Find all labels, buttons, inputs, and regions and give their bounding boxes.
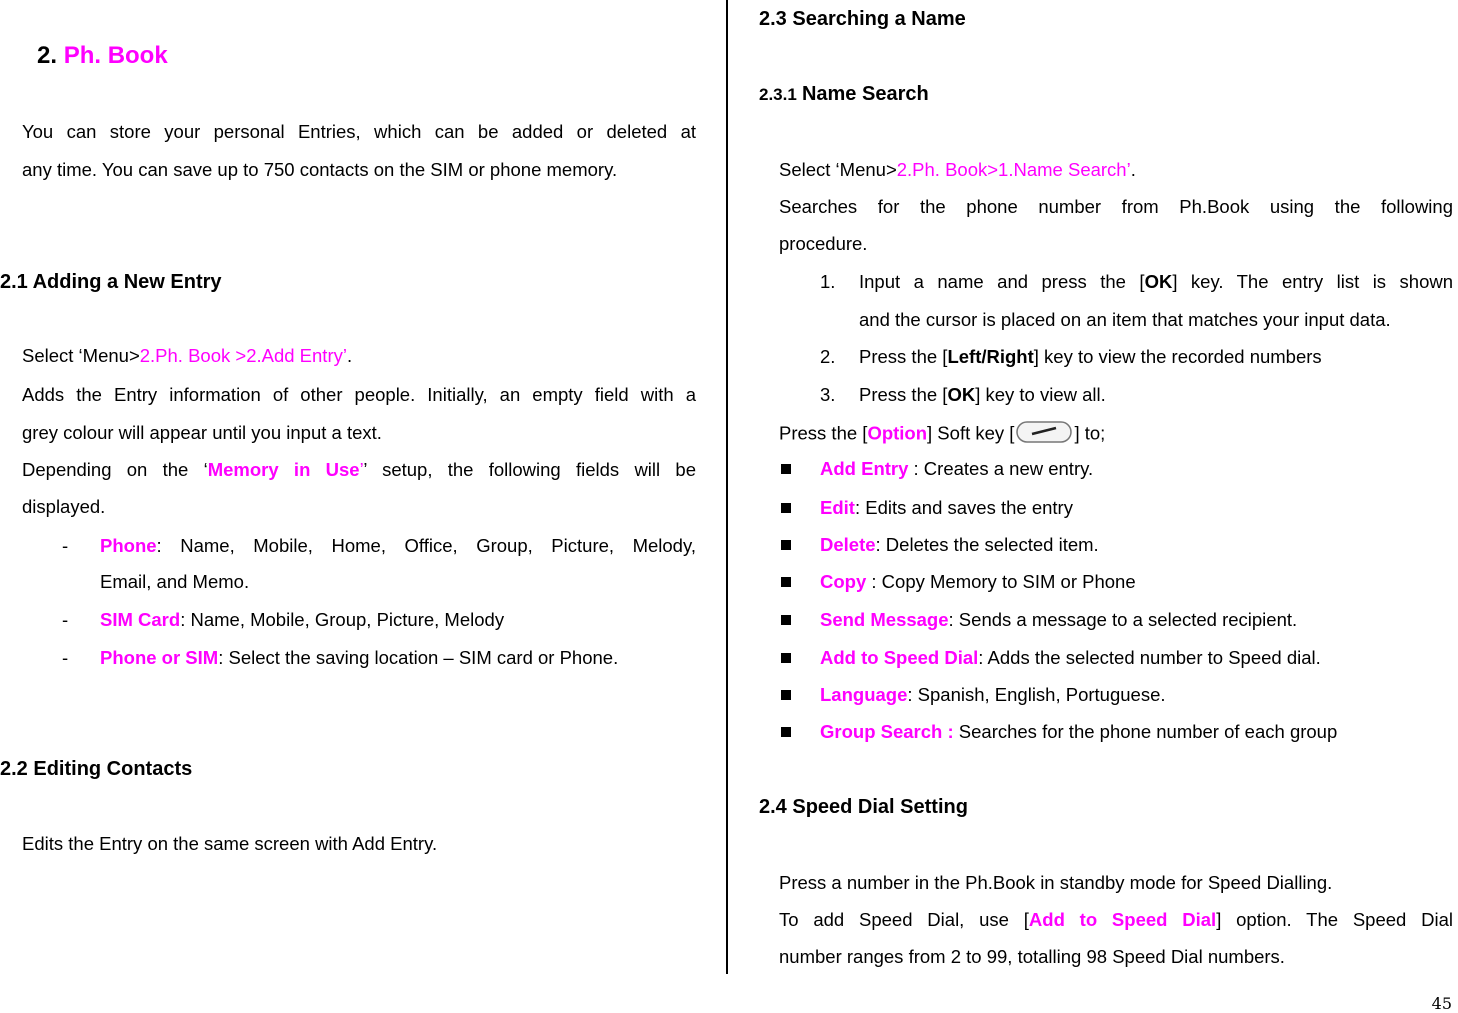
square-bullet-icon	[781, 727, 791, 737]
step-post: ] key to view the recorded numbers	[1033, 346, 1322, 367]
option-term: Add to Speed Dial	[820, 647, 979, 668]
heading-2-1: 2.1 Adding a New Entry	[0, 271, 222, 293]
select-prefix: Select ‘Menu>	[779, 159, 897, 180]
field-desc: : Name, Mobile, Home, Office, Group, Picture, Melody,	[156, 535, 696, 556]
option-desc: : Adds the selected number to Speed dial.	[978, 647, 1321, 668]
field-term: Phone	[100, 535, 157, 556]
square-bullet-icon	[781, 577, 791, 587]
heading-2-3: 2.3 Searching a Name	[759, 8, 966, 30]
searches-line-2: procedure.	[779, 233, 868, 254]
option-desc: Searches for the phone number of each group	[953, 721, 1338, 742]
option-send-message	[820, 609, 1297, 631]
square-bullet-icon	[781, 690, 791, 700]
option-add-entry	[820, 458, 1093, 480]
step-1-line-1	[859, 271, 1453, 293]
step-1-line-2: and the cursor is placed on an item that matches your input data.	[859, 309, 1391, 330]
option-desc: : Creates a new entry.	[908, 458, 1094, 479]
option-key: Option	[867, 422, 928, 444]
option-language	[820, 684, 1166, 706]
option-term: Edit	[820, 497, 855, 518]
adds-entry-line-2: grey colour will appear until you input a text.	[22, 422, 382, 443]
intro-line-2: any time. You can save up to 750 contacts on the SIM or phone memory.	[22, 159, 618, 180]
option-term: Language	[820, 684, 908, 705]
option-term: Add Entry	[820, 458, 909, 479]
heading-2-4: 2.4 Speed Dial Setting	[759, 796, 968, 818]
speed-dial-line-2	[779, 909, 1453, 931]
step-2	[859, 346, 1322, 368]
field-item-sim-card	[100, 609, 504, 631]
option-group-search	[820, 721, 1337, 743]
menu-path: 2.Ph. Book >2.Add Entry’	[139, 345, 347, 366]
section-2-number: 2.	[37, 42, 58, 69]
option-desc: : Deletes the selected item.	[875, 534, 1099, 555]
option-term: Copy	[820, 571, 867, 592]
step-3	[859, 384, 1106, 406]
option-pre: Press the [	[779, 422, 868, 444]
section-2-title	[37, 42, 168, 70]
option-copy	[820, 571, 1136, 593]
step-post: ] key. The entry list is shown	[1172, 271, 1454, 292]
step-number: 2.	[820, 346, 836, 367]
depending-line-1	[22, 459, 696, 481]
option-delete	[820, 534, 1099, 556]
step-number: 1.	[820, 271, 836, 292]
field-item-dash: -	[62, 535, 69, 556]
heading-2-3-1-number: 2.3.1	[759, 85, 797, 104]
select-line-2-3-1	[779, 159, 1136, 181]
option-desc: : Edits and saves the entry	[854, 497, 1073, 518]
option-add-to-speed-dial	[820, 647, 1321, 669]
intro-line-1: You can store your personal Entries, which can be added or deleted at	[22, 121, 696, 142]
soft-key-icon	[1016, 421, 1072, 448]
speed-dial-line-1: Press a number in the Ph.Book in standby mode for Speed Dialling.	[779, 872, 1333, 893]
step-number: 3.	[820, 384, 836, 405]
square-bullet-icon	[781, 653, 791, 663]
searches-line-1: Searches for the phone number from Ph.Book using the following	[779, 196, 1453, 217]
step-key: Left/Right	[947, 346, 1034, 367]
square-bullet-icon	[781, 615, 791, 625]
field-item-dash: -	[62, 609, 69, 630]
field-item-phone-line-2: Email, and Memo.	[100, 571, 250, 592]
option-mid: ] Soft key [	[927, 422, 1015, 444]
field-desc: : Name, Mobile, Group, Picture, Melody	[180, 609, 505, 630]
menu-path: 2.Ph. Book>1.Name Search’	[896, 159, 1131, 180]
field-item-dash: -	[62, 647, 69, 668]
step-pre: Press the [	[859, 384, 948, 405]
option-desc: : Spanish, English, Portuguese.	[907, 684, 1166, 705]
option-term: Group Search :	[820, 721, 954, 742]
square-bullet-icon	[781, 540, 791, 550]
heading-2-3-1-title: Name Search	[801, 83, 929, 105]
adds-entry-line-1: Adds the Entry information of other people. Initially, an empty field with a	[22, 384, 696, 405]
memory-in-use-term: Memory in Use	[207, 459, 360, 480]
depending-suffix: ’ setup, the following fields will be	[363, 459, 696, 480]
depending-quote: ’	[359, 459, 364, 480]
speed-dial-pre: To add Speed Dial, use [	[779, 909, 1029, 930]
option-desc: : Copy Memory to SIM or Phone	[866, 571, 1136, 592]
field-desc: : Select the saving location – SIM card or Phone.	[218, 647, 619, 668]
option-line	[779, 421, 1105, 448]
column-divider	[726, 0, 728, 974]
option-edit	[820, 497, 1073, 519]
speed-dial-key: Add to Speed Dial	[1028, 909, 1217, 930]
heading-2-3-1	[759, 83, 929, 106]
select-suffix: .	[346, 345, 353, 366]
heading-2-2: 2.2 Editing Contacts	[0, 758, 193, 780]
field-term: SIM Card	[100, 609, 181, 630]
option-term: Delete	[820, 534, 876, 555]
option-post: ] to;	[1074, 422, 1106, 444]
square-bullet-icon	[781, 464, 791, 474]
option-term: Send Message	[820, 609, 949, 630]
speed-dial-line-3: number ranges from 2 to 99, totalling 98 Speed Dial numbers.	[779, 946, 1285, 967]
step-key: OK	[947, 384, 976, 405]
option-desc: : Sends a message to a selected recipient.	[948, 609, 1298, 630]
depending-line-2: displayed.	[22, 496, 106, 517]
speed-dial-post: ] option. The Speed Dial	[1216, 909, 1453, 930]
select-suffix: .	[1130, 159, 1136, 180]
editing-text: Edits the Entry on the same screen with Add Entry.	[22, 833, 438, 854]
step-key: OK	[1144, 271, 1173, 292]
page-number: 45	[1431, 994, 1452, 1013]
select-prefix: Select ‘Menu>	[22, 345, 140, 366]
step-pre: Press the [	[859, 346, 948, 367]
select-line-2-1	[22, 345, 352, 367]
section-2-name: Ph. Book	[63, 42, 168, 69]
field-term: Phone or SIM	[100, 647, 219, 668]
depending-prefix: Depending on the ‘	[22, 459, 208, 480]
step-post: ] key to view all.	[975, 384, 1106, 405]
field-item-phone	[100, 535, 696, 557]
field-item-phone-or-sim	[100, 647, 618, 669]
square-bullet-icon	[781, 503, 791, 513]
step-pre: Input a name and press the [	[859, 271, 1145, 292]
